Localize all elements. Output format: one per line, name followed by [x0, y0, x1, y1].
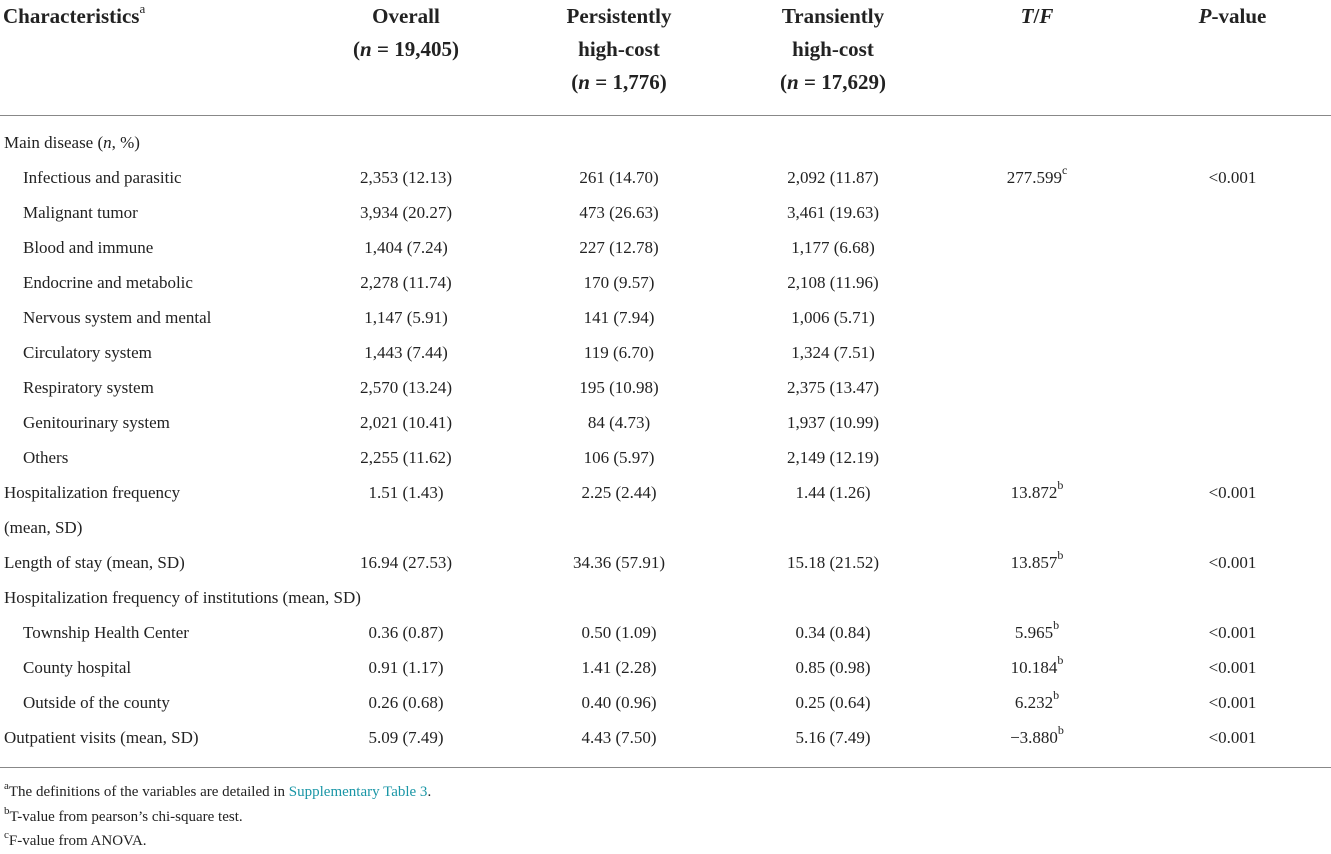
row-label-continuation: (mean, SD): [4, 517, 83, 537]
header-persistently-high-cost: Persistently high-cost (n = 1,776): [512, 0, 726, 116]
row-label: Endocrine and metabolic: [23, 272, 193, 292]
row-label: Respiratory system: [23, 377, 154, 397]
row-label: Blood and immune: [23, 237, 154, 257]
cell-transient: 1,324 (7.51): [791, 342, 875, 362]
cell-persistent: 34.36 (57.91): [572, 552, 666, 572]
cell-persistent: 106 (5.97): [583, 447, 655, 467]
section-row-institutions: [0, 580, 1331, 615]
cell-tf: [940, 300, 1134, 335]
cell-transient: 1,006 (5.71): [791, 307, 875, 327]
cell-overall: 1,147 (5.91): [364, 307, 448, 327]
footnote-c: $^c$F-value from ANOVA.: [4, 829, 147, 849]
cell-tf: 6.232$^b$: [1014, 687, 1060, 712]
cell-tf: [940, 265, 1134, 300]
row-label: Outside of the county: [23, 692, 170, 712]
cell-p-value: <0.001: [1208, 692, 1257, 712]
cell-transient: 5.16 (7.49): [726, 720, 940, 768]
cell-overall: 0.26 (0.68): [368, 692, 444, 712]
cell-tf: 13.872$^b$: [1010, 477, 1064, 502]
table-footnotes: [4, 780, 431, 854]
table-row: [0, 370, 1331, 405]
cell-p-value: <0.001: [1208, 657, 1257, 677]
cell-persistent: 84 (4.73): [587, 412, 651, 432]
section-label-main-disease: Main disease (n, %): [4, 133, 140, 152]
cell-overall: 2,353 (12.13): [359, 167, 453, 187]
header-row: [0, 0, 1331, 116]
table-header: [0, 0, 1331, 116]
cell-transient: 0.85 (0.98): [795, 657, 871, 677]
row-label: Township Health Center: [23, 622, 189, 642]
cell-persistent: 261 (14.70): [579, 167, 659, 187]
row-label: Nervous system and mental: [23, 307, 212, 327]
cell-tf: 10.184$^b$: [1010, 652, 1064, 677]
section-row-main-disease: [0, 116, 1331, 161]
cell-transient: 1.44 (1.26): [795, 482, 871, 502]
table-row: [0, 545, 1331, 580]
row-label: County hospital: [23, 657, 132, 677]
cell-tf: [940, 335, 1134, 370]
cell-tf: [940, 440, 1134, 475]
cell-persistent: 119 (6.70): [583, 342, 655, 362]
cell-persistent: 4.43 (7.50): [512, 720, 726, 768]
cell-p-value: <0.001: [1208, 552, 1257, 572]
cell-overall: 2,255 (11.62): [360, 447, 452, 467]
cell-transient: 2,108 (11.96): [787, 272, 879, 292]
cell-p-value: <0.001: [1208, 622, 1257, 642]
cell-transient: 0.25 (0.64): [795, 692, 871, 712]
cell-persistent: 473 (26.63): [579, 202, 659, 222]
cell-p-value: [1134, 195, 1331, 230]
table-row: [0, 475, 1331, 510]
cell-overall: 5.09 (7.49): [300, 720, 512, 768]
cell-p-value: [1134, 370, 1331, 405]
cell-tf: [940, 370, 1134, 405]
cell-tf: [940, 405, 1134, 440]
cell-transient: 0.34 (0.84): [795, 622, 871, 642]
table-row: [0, 335, 1331, 370]
cell-overall: 0.91 (1.17): [368, 657, 444, 677]
cell-transient: 2,092 (11.87): [787, 167, 879, 187]
cell-transient: 15.18 (21.52): [786, 552, 880, 572]
cell-overall: 0.36 (0.87): [368, 622, 444, 642]
section-label-institutions: Hospitalization frequency of institutions (mean, SD): [4, 587, 361, 607]
cell-transient: 1,177 (6.68): [791, 237, 875, 257]
row-label: Hospitalization frequency: [4, 482, 181, 502]
table-row: [0, 405, 1331, 440]
supplementary-table-link[interactable]: Supplementary Table 3: [288, 784, 428, 800]
table-row: [0, 720, 1331, 768]
cell-tf: [940, 195, 1134, 230]
cell-p-value: [1134, 230, 1331, 265]
table-row: [0, 160, 1331, 195]
cell-persistent: 195 (10.98): [579, 377, 659, 397]
footnote-a: $^a$The definitions of the variables are detailed in Supplementary Table 3.: [4, 780, 432, 800]
table-body: [0, 116, 1331, 768]
header-overall: Overall (n = 19,405): [300, 0, 512, 116]
row-label: Genitourinary system: [23, 412, 170, 432]
row-label: Malignant tumor: [23, 202, 138, 222]
cell-persistent: 2.25 (2.44): [581, 482, 657, 502]
table-row: [0, 265, 1331, 300]
cell-tf: −3.880$^b$: [940, 720, 1134, 768]
table-row: [0, 300, 1331, 335]
cell-p-value: <0.001: [1208, 167, 1257, 187]
header-characteristics: Characteristics$^a$: [0, 0, 300, 116]
cell-p-value: <0.001: [1208, 482, 1257, 502]
cell-transient: 2,149 (12.19): [786, 447, 880, 467]
cell-tf: [940, 230, 1134, 265]
cell-persistent: 0.40 (0.96): [581, 692, 657, 712]
header-p-value: P-value: [1134, 0, 1331, 116]
footnote-b: $^b$T-value from pearson’s chi-square test.: [4, 804, 243, 825]
table-row: [0, 615, 1331, 650]
cell-p-value: [1134, 440, 1331, 475]
footnote-mark-a: a: [139, 1, 146, 16]
cell-tf: 277.599$^c$: [1006, 162, 1068, 187]
row-label: Outpatient visits (mean, SD): [0, 720, 300, 768]
cell-p-value: [1134, 300, 1331, 335]
cell-overall: 1.51 (1.43): [368, 482, 444, 502]
table-row: [0, 440, 1331, 475]
table-row: [0, 230, 1331, 265]
cell-persistent: 141 (7.94): [583, 307, 655, 327]
row-label: Length of stay (mean, SD): [4, 552, 185, 572]
header-t-f: T/F: [940, 0, 1134, 116]
cell-overall: 2,278 (11.74): [360, 272, 452, 292]
cell-transient: 3,461 (19.63): [786, 202, 880, 222]
cell-p-value: [1134, 335, 1331, 370]
row-label: Circulatory system: [23, 342, 152, 362]
header-transiently-high-cost: Transiently high-cost (n = 17,629): [726, 0, 940, 116]
cell-p-value: [1134, 405, 1331, 440]
cell-transient: 2,375 (13.47): [786, 377, 880, 397]
cell-overall: 1,404 (7.24): [364, 237, 448, 257]
cell-transient: 1,937 (10.99): [786, 412, 880, 432]
cell-overall: 3,934 (20.27): [359, 202, 453, 222]
cell-p-value: [1134, 265, 1331, 300]
cell-persistent: 170 (9.57): [583, 272, 655, 292]
cell-p-value: <0.001: [1134, 720, 1331, 768]
cell-overall: 2,021 (10.41): [359, 412, 453, 432]
row-label: Others: [23, 447, 69, 467]
cell-persistent: 0.50 (1.09): [581, 622, 657, 642]
cell-tf: 5.965$^b$: [1014, 617, 1060, 642]
cell-persistent: 1.41 (2.28): [581, 657, 657, 677]
table-row-continuation: [0, 510, 1331, 545]
cell-persistent: 227 (12.78): [579, 237, 659, 257]
row-label: Infectious and parasitic: [23, 167, 182, 187]
table-row: [0, 195, 1331, 230]
cell-overall: 2,570 (13.24): [359, 377, 453, 397]
table-row: [0, 650, 1331, 685]
cell-overall: 16.94 (27.53): [359, 552, 453, 572]
table-row: [0, 685, 1331, 720]
cell-overall: 1,443 (7.44): [364, 342, 448, 362]
cell-tf: 13.857$^b$: [1010, 547, 1064, 572]
